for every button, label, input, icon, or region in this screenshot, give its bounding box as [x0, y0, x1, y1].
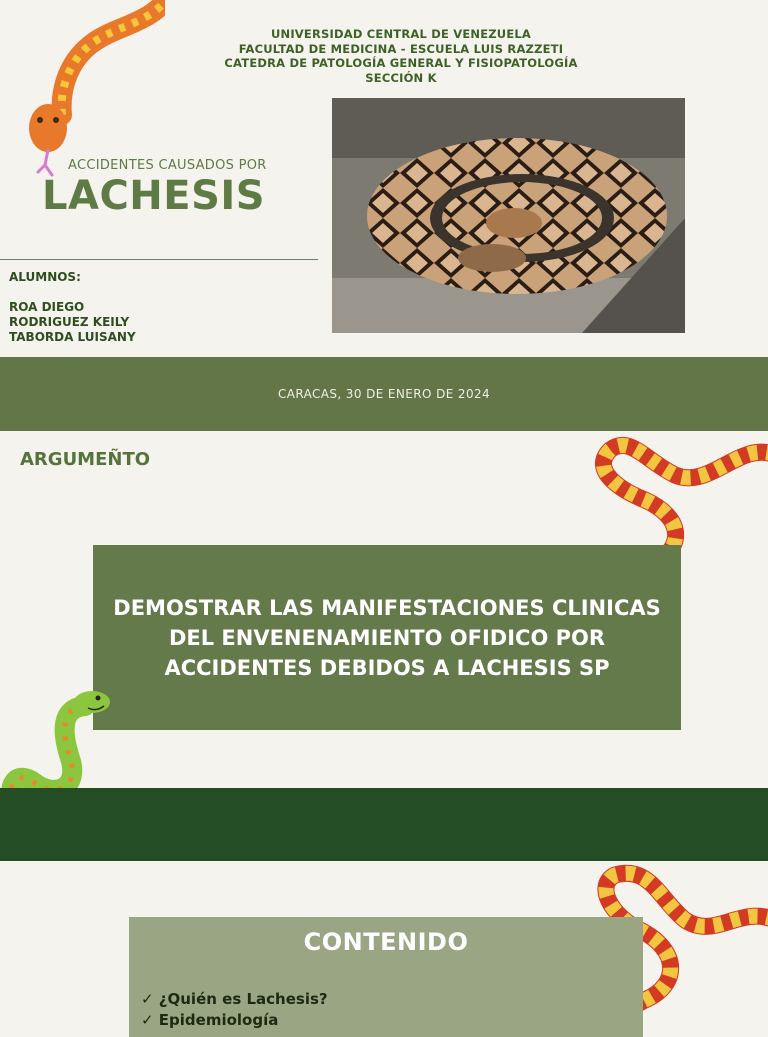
date-text: CARACAS, 30 DE ENERO DE 2024: [277, 387, 491, 401]
snake-photo: [332, 98, 685, 333]
dark-green-band: [0, 788, 768, 861]
contents-title: CONTENIDO: [303, 928, 469, 956]
contents-item: ✓ ¿Quién es Lachesis?: [141, 989, 328, 1010]
argument-heading: ARGUMEÑTO: [20, 449, 151, 470]
header-line: UNIVERSIDAD CENTRAL DE VENEZUELA: [270, 27, 532, 41]
students-label: ALUMNOS:: [9, 270, 81, 284]
cover-subtitle: ACCIDENTES CAUSADOS POR: [68, 158, 267, 173]
header-line: SECCIÓN K: [365, 70, 437, 85]
divider: [0, 259, 318, 260]
student-name: RODRIGUEZ KEILY: [9, 315, 130, 329]
argument-text: DEMOSTRAR LAS MANIFESTACIONES CLINICAS DEL ENVENENAMIENTO OFIDICO POR ACCIDENTES DEBIDOS A LACHESIS SP: [113, 595, 661, 680]
contents-list: [141, 989, 328, 1031]
students-list: [9, 300, 136, 345]
student-name: TABORDA LUISANY: [9, 330, 136, 344]
contents-item: ✓ Epidemiología: [141, 1010, 328, 1031]
student-name: ROA DIEGO: [9, 300, 85, 314]
header-line: FACULTAD DE MEDICINA - ESCUELA LUIS RAZZETI: [238, 41, 564, 56]
contents-box: [129, 917, 643, 1037]
header-line: CATEDRA DE PATOLOGÍA GENERAL Y FISIOPATOLOGÍA: [224, 56, 578, 70]
argument-box: [93, 545, 681, 730]
institution-header: [0, 27, 768, 85]
cover-title: LACHESIS: [42, 173, 266, 219]
date-band: [0, 357, 768, 431]
